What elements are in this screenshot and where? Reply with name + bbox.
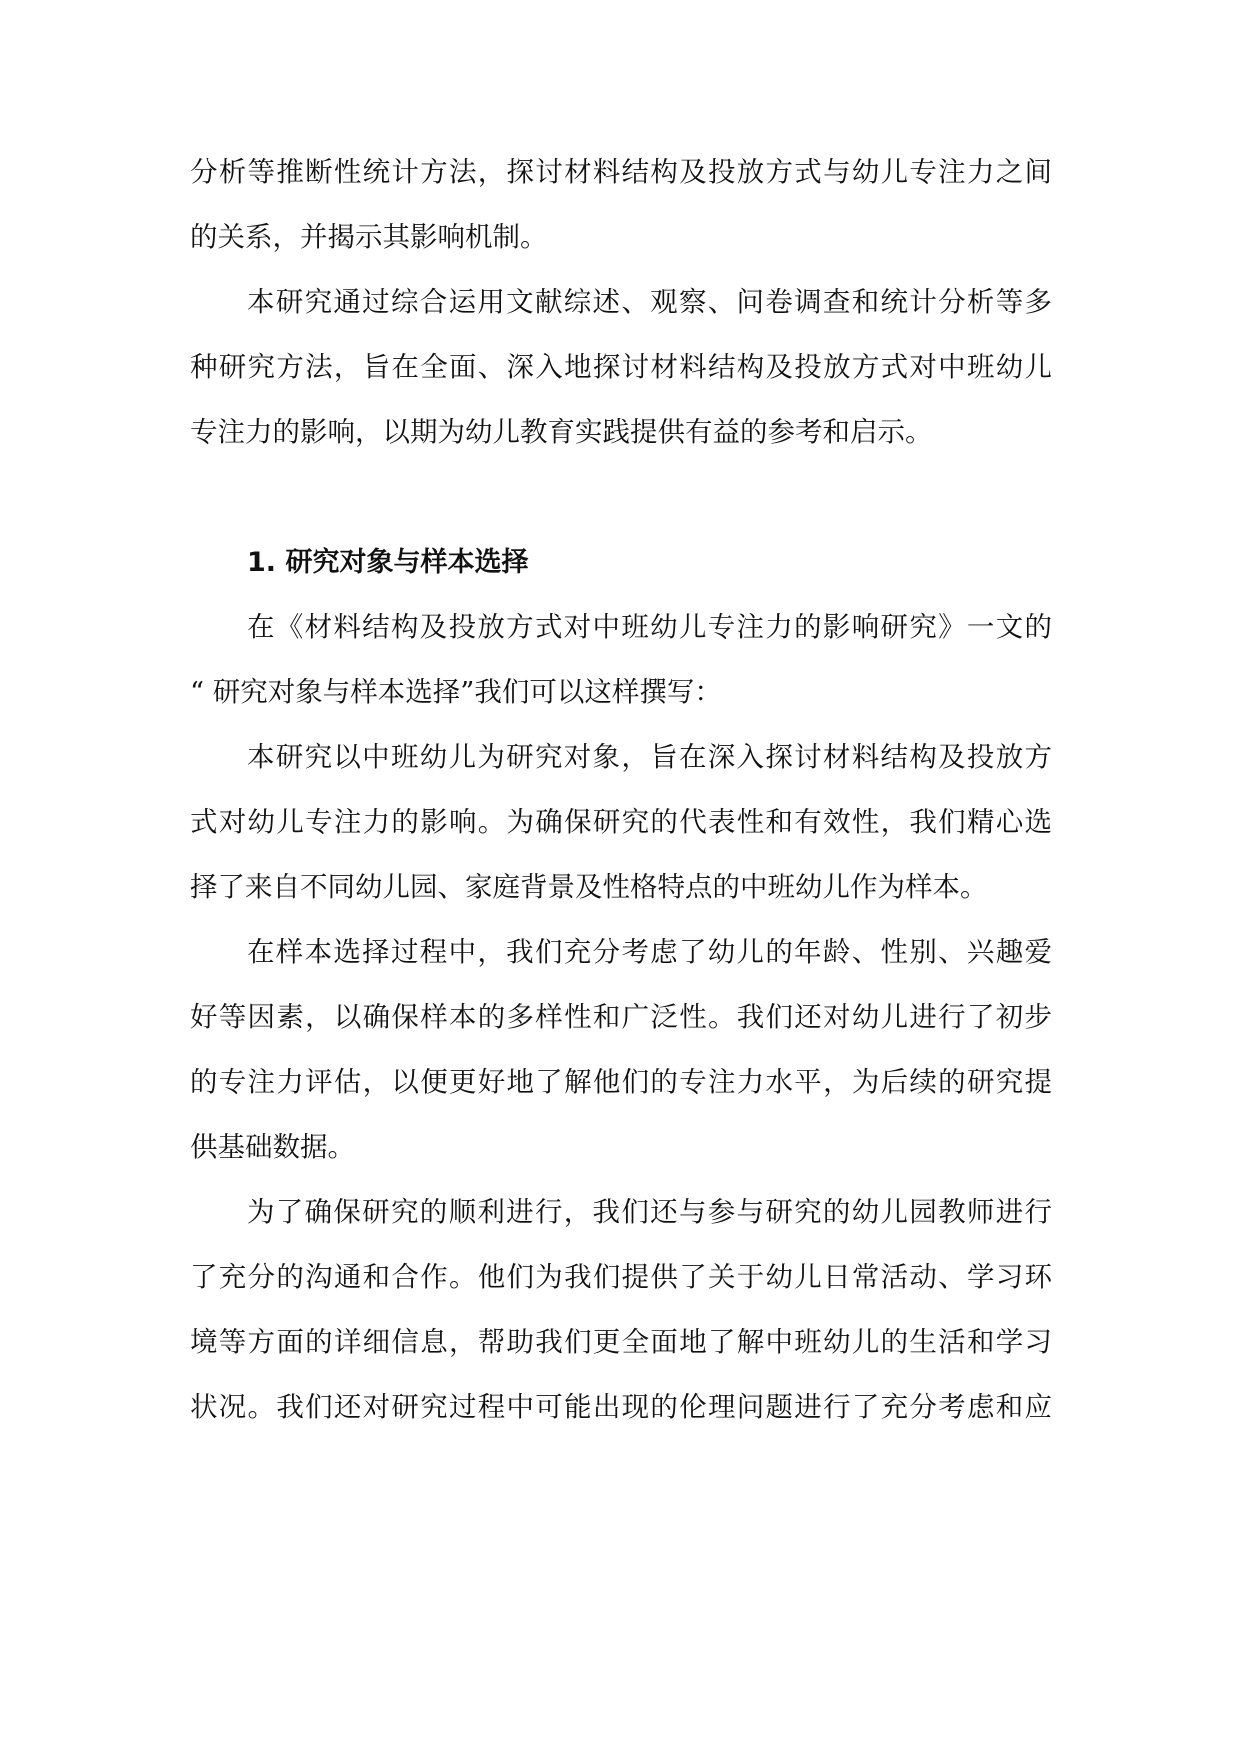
paragraph-line: 供基础数据。: [190, 1131, 355, 1163]
paragraph-5: [190, 920, 1052, 1180]
paragraph-line: 状况。我们还对研究过程中可能出现的伦理问题进行了充分考虑和应: [190, 1391, 1052, 1423]
paragraph-4: [190, 725, 1052, 920]
paragraph-line: 式对幼儿专注力的影响。为确保研究的代表性和有效性，我们精心选: [190, 806, 1052, 838]
paragraph-line: 在《材料结构及投放方式对中班幼儿专注力的影响研究》一文的: [247, 611, 1052, 643]
paragraph-3: [190, 595, 1052, 725]
paragraph-line: “ 研究对象与样本选择”我们可以这样撰写：: [190, 676, 722, 708]
paragraph-line: 在样本选择过程中，我们充分考虑了幼儿的年龄、性别、兴趣爱: [247, 936, 1052, 968]
section-heading: 1. 研究对象与样本选择: [247, 547, 529, 578]
section-spacer: [190, 465, 1052, 530]
paragraph-line: 好等因素，以确保样本的多样性和广泛性。我们还对幼儿进行了初步: [190, 1001, 1052, 1033]
paragraph-line: 的关系，并揭示其影响机制。: [190, 221, 548, 253]
paragraph-1: [190, 140, 1052, 270]
paragraph-line: 分析等推断性统计方法，探讨材料结构及投放方式与幼儿专注力之间: [190, 156, 1052, 188]
paragraph-line: 本研究通过综合运用文献综述、观察、问卷调查和统计分析等多: [247, 286, 1052, 318]
document-body: [190, 140, 1052, 1440]
paragraph-line: 为了确保研究的顺利进行，我们还与参与研究的幼儿园教师进行: [247, 1196, 1052, 1228]
paragraph-line: 了充分的沟通和合作。他们为我们提供了关于幼儿日常活动、学习环: [190, 1261, 1052, 1293]
paragraph-line: 专注力的影响，以期为幼儿教育实践提供有益的参考和启示。: [190, 416, 933, 448]
paragraph-line: 种研究方法，旨在全面、深入地探讨材料结构及投放方式对中班幼儿: [190, 351, 1052, 383]
paragraph-line: 的专注力评估，以便更好地了解他们的专注力水平，为后续的研究提: [190, 1066, 1052, 1098]
paragraph-line: 本研究以中班幼儿为研究对象，旨在深入探讨材料结构及投放方: [247, 741, 1052, 773]
paragraph-6: [190, 1180, 1052, 1440]
paragraph-2: [190, 270, 1052, 465]
paragraph-line: 境等方面的详细信息，帮助我们更全面地了解中班幼儿的生活和学习: [190, 1326, 1052, 1358]
paragraph-line: 择了来自不同幼儿园、家庭背景及性格特点的中班幼儿作为样本。: [190, 871, 988, 903]
